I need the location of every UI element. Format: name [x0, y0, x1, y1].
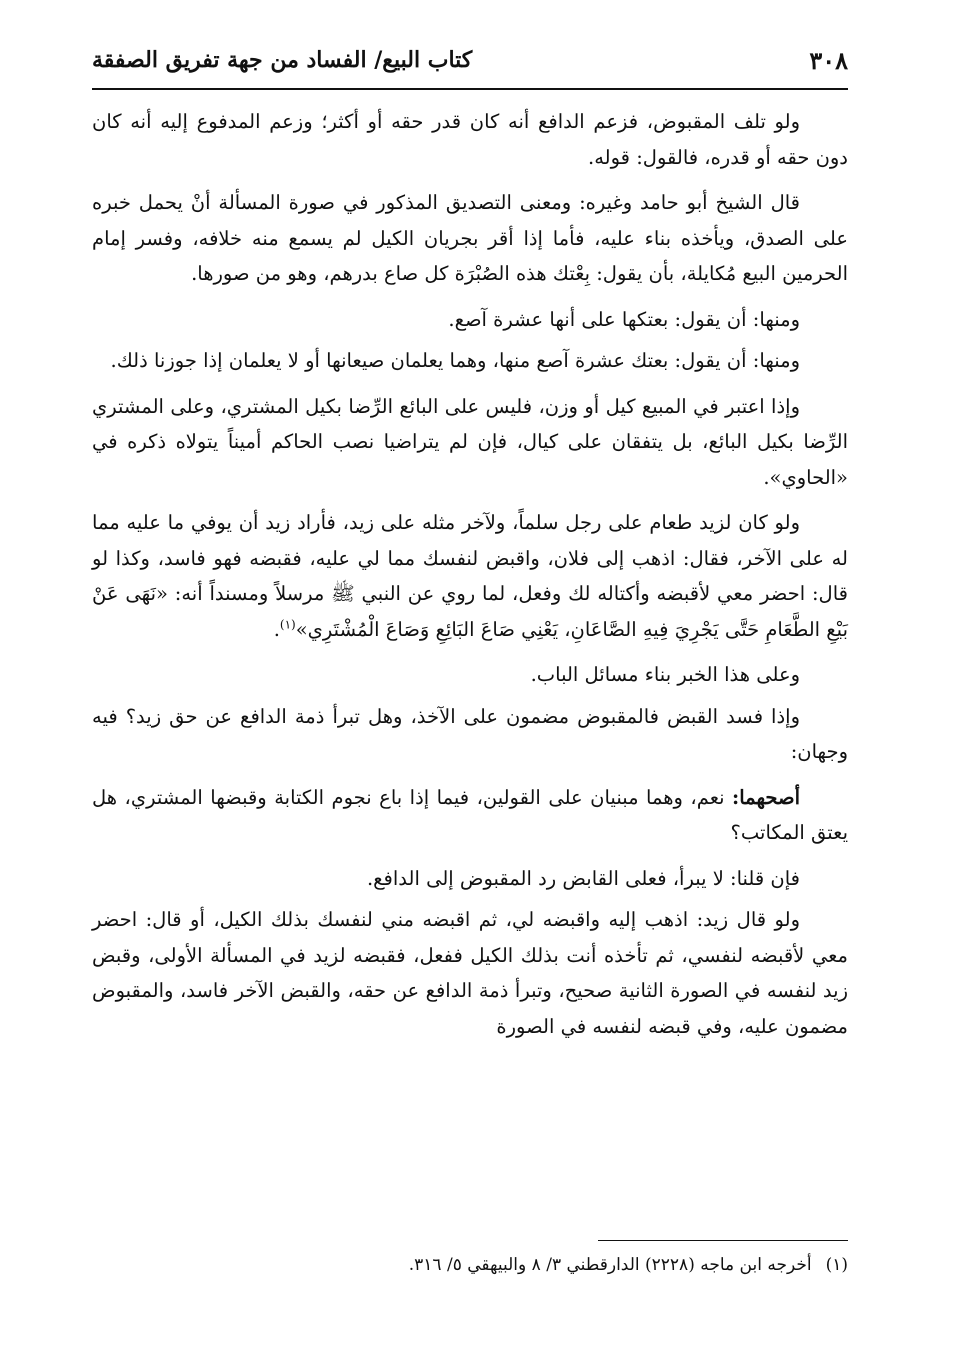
lead-term: أصحهما:: [732, 785, 800, 809]
paragraph: ومنها: أن يقول: بعتك عشرة آصع منها، وهما يعلمان صيعانها أو لا يعلمان إذا جوزنا ذلك.: [110, 349, 800, 372]
chapter-title: كتاب البيع/ الفساد من جهة تفريق الصفقة: [92, 47, 473, 73]
running-header: [92, 40, 848, 80]
paragraph: ولو تلف المقبوض، فزعم الدافع أنه كان قدر حقه أو أكثر؛ وزعم المدفوع إليه أنه كان دون حقه أو قدره، فالقول: قوله.: [92, 110, 848, 169]
footnote-text: أخرجه ابن ماجه (٢٢٢٨) الدارقطني ٣/ ٨ والبيهقي ٥/ ٣١٦.: [408, 1255, 812, 1275]
paragraph: وإذا اعتبر في المبيع كيل أو وزن، فليس على البائع الرِّضا بكيل المشتري، وعلى المشتري الرِّضا بكيل البائع، بل يتفقان على كيال، فإن لم يتراضيا نصب الحاكم أميناً يتولاه ذكره في «الحاوي».: [92, 394, 848, 489]
paragraph-with-lead: [92, 780, 848, 851]
period: .: [273, 617, 280, 641]
footnote-rule: [598, 1240, 848, 1241]
paragraph-with-hadith: [92, 505, 848, 647]
paragraph: ومنها: أن يقول: بعتكها على أنها عشرة آصع.: [448, 307, 800, 331]
footnote-mark: (١): [825, 1255, 848, 1275]
paragraph-text: ولو كان لزيد طعام على رجل سلماً، ولآخر مثله على زيد، فأراد زيد أن يوفي ما عليه مما له على الآخر، فقال: اذهب إلى فلان، واقبض لنفسك مما لي عليه، فقبضه فهو فاسد، وكذا لو قال: احضر معي لأقبضه وأكتاله لك وفعل، لما روي عن النبي ﷺ مرسلاً ومسنداً أنه: «نَهَى عَنْ بَيْعِ الطَّعَامِ حَتَّى يَجْرِيَ فِيهِ الصَّاعَانِ، يَعْنِي صَاعَ البَائِعِ وَصَاعَ الْمُشْتَرِي»: [92, 511, 848, 641]
page-number: ٣٠٨: [809, 45, 848, 75]
paragraph: ولو قال زيد: اذهب إليه واقبضه لي، ثم اقبضه مني لنفسك بذلك الكيل، أو قال: احضر معي لأقبضه لنفسي، ثم تأخذه أنت بذلك الكيل ففعل، فقبضه لزيد في المسألة الأولى، وقبض زيد لنفسه في الصورة الثانية صحيح، وتبرأ ذمة الدافع عن حقه، والقبض الآخر فاسد، والمقبوض مضمون عليه، وفي قبضه لنفسه في الصورة: [92, 908, 848, 1038]
paragraph-text: نعم، وهما مبنيان على القولين، فيما إذا باع نجوم الكتابة وقبضها المشتري، هل يعتق المكاتب؟: [92, 785, 848, 844]
footnote: [92, 1250, 848, 1280]
header-rule: [92, 88, 848, 90]
footnote-reference: (١): [279, 617, 296, 631]
main-text: [92, 104, 848, 1054]
paragraph: قال الشيخ أبو حامد وغيره: ومعنى التصديق المذكور في صورة المسألة أنْ يحمل خبره على الصدق، ويأخذه بناء عليه، فأما إذا أقر بجريان الكيل لم يسمع منه خلافه، وفسر إمام الحرمين البيع مُكايلة، بأن يقول: بِعْتك هذه الصُبْرَة كل صاع بدرهم، وهو من صورها.: [92, 191, 848, 285]
paragraph: وعلى هذا الخبر بناء مسائل الباب.: [530, 663, 800, 686]
paragraph: وإذا فسد القبض فالمقبوض مضمون على الآخذ، وهل تبرأ ذمة الدافع عن حق زيد؟ فيه وجهان:: [92, 704, 848, 763]
paragraph: فإن قلنا: لا يبرأ، فعلى القابض رد المقبوض إلى الدافع.: [366, 866, 800, 890]
